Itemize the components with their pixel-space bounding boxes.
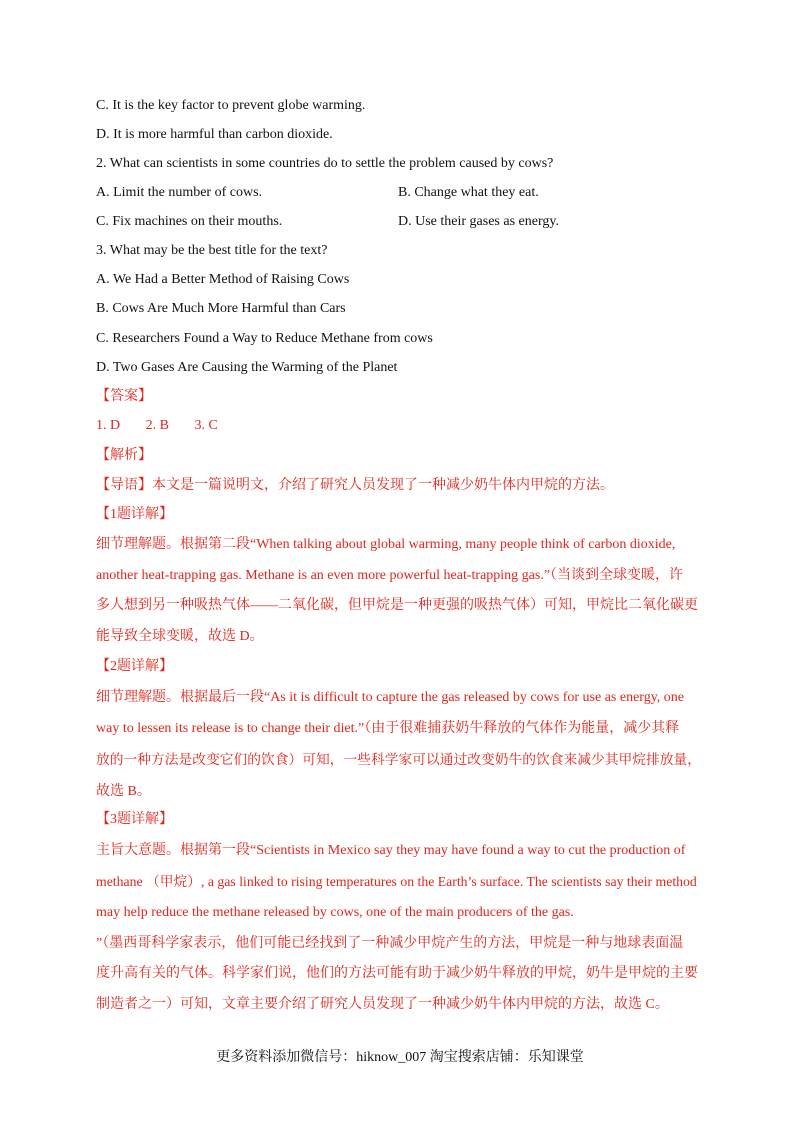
detail-3-line: methane （甲烷）, a gas linked to rising temperatures on the Earth’s surface. The scientists say their method	[96, 874, 697, 889]
answer-list	[96, 416, 704, 436]
q1-option-d: D. It is more harmful than carbon dioxide.	[96, 127, 333, 142]
detail-1-heading: 【1题详解】	[96, 507, 173, 522]
detail-1-line: 细节理解题。根据第二段“When talking about global warming, many people think of carbon dioxide,	[96, 537, 676, 552]
detail-3-line: ”（墨西哥科学家表示，他们可能已经找到了一种减少甲烷产生的方法，甲烷是一种与地球表面温	[96, 936, 684, 951]
detail-2-line: way to lessen its release is to change their diet.”（由于很难捕获奶牛释放的气体作为能量，减少其释	[96, 721, 680, 736]
detail-2-line: 细节理解题。根据最后一段“As it is difficult to capture the gas released by cows for use as energy, one	[96, 690, 684, 705]
detail-3-line: 主旨大意题。根据第一段“Scientists in Mexico say they may have found a way to cut the production of	[96, 843, 686, 858]
q2-option-d: D. Use their gases as energy.	[398, 214, 559, 229]
q3-option-b: B. Cows Are Much More Harmful than Cars	[96, 301, 346, 316]
q2-question: 2. What can scientists in some countries do to settle the problem caused by cows?	[96, 156, 554, 171]
answer-item: 1. D	[96, 418, 121, 433]
analysis-guide: 【导语】本文是一篇说明文，介绍了研究人员发现了一种减少奶牛体内甲烷的方法。	[96, 478, 614, 493]
detail-3-line: 度升高有关的气体。科学家们说，他们的方法可能有助于减少奶牛释放的甲烷，奶牛是甲烷的主要	[96, 966, 698, 981]
analysis-heading: 【解析】	[96, 448, 152, 463]
answer-item: 3. C	[194, 418, 218, 433]
detail-3-line: 制造者之一）可知，文章主要介绍了研究人员发现了一种减少奶牛体内甲烷的方法，故选 C。	[96, 997, 669, 1012]
detail-3-line: may help reduce the methane released by cows, one of the main producers of the gas.	[96, 905, 574, 920]
detail-3-heading: 【3题详解】	[96, 812, 173, 827]
q3-option-d: D. Two Gases Are Causing the Warming of the Planet	[96, 360, 398, 375]
q3-option-c: C. Researchers Found a Way to Reduce Methane from cows	[96, 331, 433, 346]
page-footer: 更多资料添加微信号：hiknow_007 淘宝搜索店铺：乐知课堂	[216, 1050, 584, 1065]
detail-2-line: 放的一种方法是改变它们的饮食）可知，一些科学家可以通过改变奶牛的饮食来减少其甲烷排放量，	[96, 752, 702, 767]
detail-2-heading: 【2题详解】	[96, 659, 173, 674]
q1-option-c: C. It is the key factor to prevent globe warming.	[96, 98, 366, 113]
q2-options-row-1	[96, 183, 704, 203]
detail-1-line: another heat-trapping gas. Methane is an even more powerful heat-trapping gas.”（当谈到全球变暖，许	[96, 568, 684, 583]
q2-option-c: C. Fix machines on their mouths.	[96, 214, 283, 229]
detail-2-line: 故选 B。	[96, 784, 151, 799]
detail-1-line: 能导致全球变暖，故选 D。	[96, 629, 264, 644]
q2-option-b: B. Change what they eat.	[398, 185, 539, 200]
q3-question: 3. What may be the best title for the text?	[96, 243, 328, 258]
detail-1-line: 多人想到另一种吸热气体——二氧化碳，但甲烷是一种更强的吸热气体）可知，甲烷比二氧化碳更	[96, 598, 698, 613]
answer-heading: 【答案】	[96, 389, 152, 404]
answer-item: 2. B	[145, 418, 169, 433]
q3-option-a: A. We Had a Better Method of Raising Cows	[96, 272, 350, 287]
q2-option-a: A. Limit the number of cows.	[96, 185, 263, 200]
q2-options-row-2	[96, 212, 704, 232]
